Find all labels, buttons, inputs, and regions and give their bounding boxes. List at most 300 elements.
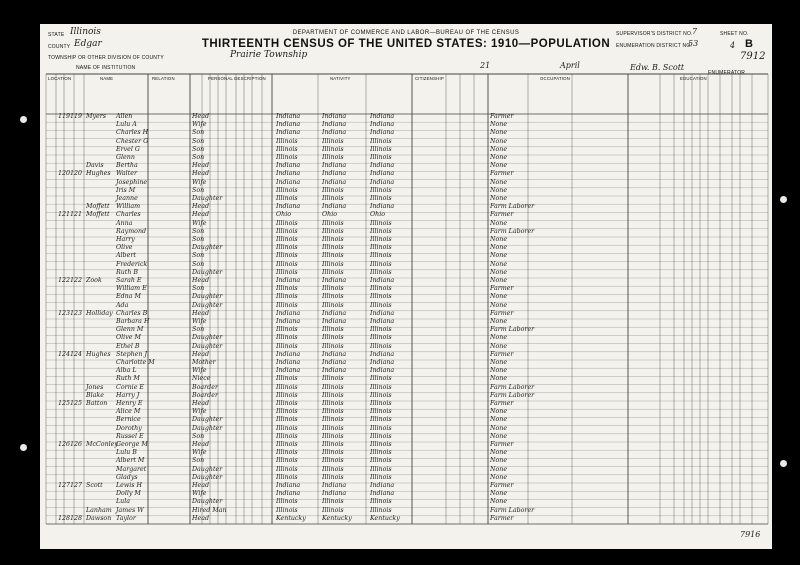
father-birthplace: Indiana: [322, 121, 347, 129]
mother-birthplace: Illinois: [370, 268, 392, 276]
father-birthplace: Illinois: [322, 244, 344, 252]
binder-hole: [20, 116, 27, 123]
mother-birthplace: Illinois: [370, 457, 392, 465]
given-name: Olive M: [116, 334, 141, 342]
father-birthplace: Illinois: [322, 334, 344, 342]
birthplace: Illinois: [276, 432, 298, 440]
birthplace: Indiana: [276, 170, 301, 178]
occupation: None: [490, 178, 508, 186]
given-name: Raymond: [116, 227, 147, 235]
sheet-number: 4: [730, 41, 736, 50]
mother-birthplace: Illinois: [370, 342, 392, 350]
relation: Daughter: [192, 334, 223, 342]
birthplace: Illinois: [276, 457, 298, 465]
family-number: 128: [70, 514, 83, 522]
birthplace: Illinois: [276, 383, 298, 391]
occupation: Farm Laborer: [490, 203, 535, 211]
section-header: OCCUPATION: [540, 76, 571, 81]
family-number: 124: [70, 350, 83, 358]
given-name: William: [116, 203, 141, 211]
surname: Hughes: [86, 350, 111, 358]
birthplace: Illinois: [276, 244, 298, 252]
father-birthplace: Illinois: [322, 473, 344, 481]
given-name: Charles B: [116, 309, 148, 317]
birthplace: Illinois: [276, 260, 298, 268]
occupation: None: [490, 129, 508, 137]
occupation: None: [490, 490, 508, 498]
relation: Daughter: [192, 293, 223, 301]
given-name: Albert: [116, 252, 136, 260]
given-name: Olive: [116, 244, 133, 252]
given-name: Bernice: [116, 416, 141, 424]
mother-birthplace: Illinois: [370, 227, 392, 235]
father-birthplace: Indiana: [322, 359, 347, 366]
relation: Boarder: [192, 391, 218, 399]
occupation: None: [490, 359, 508, 366]
mother-birthplace: Indiana: [370, 178, 395, 186]
relation: Head: [192, 350, 210, 358]
birthplace: Illinois: [276, 400, 298, 407]
given-name: Ethel B: [116, 342, 140, 350]
given-name: Bertha: [116, 162, 138, 170]
section-header: LOCATION: [48, 76, 72, 81]
given-name: Frederick: [116, 260, 148, 268]
sheet-letter: B: [745, 38, 753, 50]
given-name: George M: [116, 441, 148, 448]
relation: Head: [192, 170, 210, 178]
mother-birthplace: Indiana: [370, 113, 395, 120]
surname: McConley: [86, 441, 118, 448]
father-birthplace: Illinois: [322, 285, 344, 293]
occupation: None: [490, 186, 508, 194]
occupation: Farmer: [490, 211, 514, 219]
mother-birthplace: Illinois: [370, 145, 392, 153]
section-header: PERSONAL DESCRIPTION: [208, 76, 266, 81]
father-birthplace: Indiana: [322, 203, 347, 211]
relation: Son: [192, 260, 205, 268]
enumeration-date: 21: [480, 61, 491, 70]
dwelling-number: 126: [58, 441, 71, 448]
given-name: Alice M: [116, 408, 141, 416]
birthplace: Illinois: [276, 416, 298, 424]
mother-birthplace: Illinois: [370, 334, 392, 342]
father-birthplace: Illinois: [322, 449, 344, 457]
birthplace: Ohio: [276, 211, 292, 219]
occupation: None: [490, 408, 508, 416]
father-birthplace: Illinois: [322, 145, 344, 153]
mother-birthplace: Illinois: [370, 408, 392, 416]
mother-birthplace: Indiana: [370, 490, 395, 498]
father-birthplace: Illinois: [322, 424, 344, 432]
occupation: Farmer: [490, 350, 514, 358]
relation: Son: [192, 457, 205, 465]
mother-birthplace: Ohio: [370, 211, 386, 219]
sheet-label: SHEET NO.: [720, 31, 749, 37]
mother-birthplace: Illinois: [370, 252, 392, 260]
mother-birthplace: Illinois: [370, 301, 392, 309]
father-birthplace: Illinois: [322, 219, 344, 227]
relation: Head: [192, 162, 210, 170]
relation: Son: [192, 285, 205, 293]
dwelling-number: 119: [58, 113, 71, 120]
dwelling-number: 124: [58, 350, 71, 358]
father-birthplace: Kentucky: [322, 514, 352, 522]
occupation: None: [490, 268, 508, 276]
father-birthplace: Illinois: [322, 383, 344, 391]
section-header: EDUCATION: [680, 76, 707, 81]
dwelling-number: 122: [58, 277, 71, 284]
mother-birthplace: Illinois: [370, 326, 392, 334]
occupation: None: [490, 334, 508, 342]
relation: Head: [192, 211, 210, 219]
given-name: Harry: [116, 236, 135, 243]
relation: Head: [192, 113, 210, 120]
relation: Son: [192, 227, 205, 235]
father-birthplace: Illinois: [322, 457, 344, 465]
given-name: Chester G: [116, 137, 149, 145]
occupation: None: [490, 473, 508, 481]
father-birthplace: Illinois: [322, 391, 344, 399]
occupation: None: [490, 301, 508, 309]
occupation: None: [490, 145, 508, 153]
relation: Son: [192, 326, 205, 334]
occupation: None: [490, 318, 508, 325]
mother-birthplace: Illinois: [370, 400, 392, 407]
occupation: Farm Laborer: [490, 506, 535, 514]
father-birthplace: Indiana: [322, 318, 347, 325]
relation: Daughter: [192, 416, 223, 424]
father-birthplace: Illinois: [322, 465, 344, 473]
relation: Daughter: [192, 342, 223, 350]
surname: Holliday: [86, 309, 113, 317]
father-birthplace: Indiana: [322, 113, 347, 120]
surname: Davis: [86, 162, 104, 170]
given-name: Allen: [116, 113, 133, 120]
given-name: Harry J: [116, 391, 140, 399]
birthplace: Illinois: [276, 219, 298, 227]
given-name: Ruth M: [116, 375, 140, 383]
stamp-number: 7912: [740, 51, 766, 62]
father-birthplace: Indiana: [322, 178, 347, 186]
section-header: CITIZENSHIP: [415, 76, 444, 81]
given-name: Ada: [116, 301, 129, 309]
mother-birthplace: Illinois: [370, 195, 392, 202]
census-grid: [40, 24, 772, 549]
county-value: Edgar: [74, 39, 102, 49]
birthplace: Illinois: [276, 227, 298, 235]
dwelling-number: 121: [58, 211, 71, 219]
relation: Son: [192, 129, 205, 137]
occupation: Farmer: [490, 170, 514, 178]
occupation: None: [490, 457, 508, 465]
township-label: TOWNSHIP OR OTHER DIVISION OF COUNTY: [48, 55, 164, 61]
mother-birthplace: Illinois: [370, 498, 392, 506]
enumeration-month: April: [560, 61, 580, 70]
birthplace: Illinois: [276, 285, 298, 293]
birthplace: Illinois: [276, 375, 298, 383]
birthplace: Indiana: [276, 203, 301, 211]
father-birthplace: Ohio: [322, 211, 338, 219]
occupation: None: [490, 432, 508, 440]
occupation: None: [490, 162, 508, 170]
mother-birthplace: Illinois: [370, 186, 392, 194]
birthplace: Illinois: [276, 268, 298, 276]
state-value: Illinois: [70, 27, 101, 37]
father-birthplace: Illinois: [322, 326, 344, 334]
occupation: Farmer: [490, 441, 514, 448]
relation: Head: [192, 203, 210, 211]
father-birthplace: Indiana: [322, 277, 347, 284]
mother-birthplace: Illinois: [370, 416, 392, 424]
state-label: STATE: [48, 32, 65, 38]
given-name: Cornie E: [116, 383, 145, 391]
given-name: Lewis H: [116, 482, 143, 489]
page-title: THIRTEENTH CENSUS OF THE UNITED STATES: 1910—POPULATION: [201, 38, 611, 50]
occupation: Farmer: [490, 113, 514, 120]
mother-birthplace: Illinois: [370, 432, 392, 440]
dwelling-number: 123: [58, 309, 71, 317]
dwelling-number: 128: [58, 514, 71, 522]
occupation: None: [490, 277, 508, 284]
birthplace: Illinois: [276, 441, 298, 448]
family-number: 125: [70, 400, 83, 407]
section-header: RELATION: [152, 76, 175, 81]
father-birthplace: Illinois: [322, 498, 344, 506]
birthplace: Illinois: [276, 195, 298, 202]
birthplace: Indiana: [276, 113, 301, 120]
mother-birthplace: Illinois: [370, 236, 392, 243]
given-name: Josephine: [116, 178, 148, 186]
birthplace: Indiana: [276, 178, 301, 186]
relation: Daughter: [192, 465, 223, 473]
mother-birthplace: Indiana: [370, 482, 395, 489]
father-birthplace: Illinois: [322, 186, 344, 194]
mother-birthplace: Illinois: [370, 441, 392, 448]
father-birthplace: Illinois: [322, 375, 344, 383]
mother-birthplace: Indiana: [370, 170, 395, 178]
census-sheet: [40, 24, 772, 549]
birthplace: Illinois: [276, 252, 298, 260]
occupation: Farm Laborer: [490, 227, 535, 235]
relation: Mother: [192, 359, 216, 366]
birthplace: Indiana: [276, 318, 301, 325]
birthplace: Illinois: [276, 301, 298, 309]
township-value: Prairie Township: [230, 50, 308, 60]
given-name: Gladys: [116, 473, 138, 481]
father-birthplace: Illinois: [322, 154, 344, 161]
mother-birthplace: Illinois: [370, 293, 392, 301]
given-name: Sarah E: [116, 277, 142, 284]
given-name: Walter: [116, 170, 137, 178]
birthplace: Illinois: [276, 154, 298, 161]
relation: Daughter: [192, 195, 223, 202]
relation: Head: [192, 441, 210, 448]
occupation: None: [490, 236, 508, 243]
mother-birthplace: Illinois: [370, 137, 392, 145]
relation: Son: [192, 186, 205, 194]
relation: Wife: [192, 408, 207, 416]
mother-birthplace: Kentucky: [370, 514, 400, 522]
relation: Daughter: [192, 424, 223, 432]
relation: Wife: [192, 367, 207, 375]
father-birthplace: Illinois: [322, 408, 344, 416]
given-name: Charles H: [116, 129, 149, 137]
mother-birthplace: Illinois: [370, 244, 392, 252]
relation: Wife: [192, 449, 207, 457]
occupation: None: [490, 260, 508, 268]
binder-hole: [780, 196, 787, 203]
relation: Wife: [192, 318, 207, 325]
mother-birthplace: Illinois: [370, 375, 392, 383]
occupation: Farm Laborer: [490, 391, 535, 399]
birthplace: Illinois: [276, 293, 298, 301]
birthplace: Illinois: [276, 236, 298, 243]
relation: Head: [192, 400, 210, 407]
mother-birthplace: Indiana: [370, 359, 395, 366]
surname: Scott: [86, 482, 103, 489]
father-birthplace: Indiana: [322, 170, 347, 178]
birthplace: Illinois: [276, 334, 298, 342]
father-birthplace: Illinois: [322, 268, 344, 276]
father-birthplace: Illinois: [322, 301, 344, 309]
father-birthplace: Indiana: [322, 367, 347, 375]
father-birthplace: Indiana: [322, 490, 347, 498]
mother-birthplace: Indiana: [370, 277, 395, 284]
surname: Hughes: [86, 170, 111, 178]
given-name: James W: [116, 506, 144, 514]
father-birthplace: Illinois: [322, 195, 344, 202]
given-name: Lula: [116, 498, 131, 506]
given-name: Barbara H: [116, 318, 150, 325]
given-name: Iris M: [116, 186, 136, 194]
mother-birthplace: Illinois: [370, 424, 392, 432]
given-name: Alba L: [116, 367, 137, 375]
enumeration-label: ENUMERATION DISTRICT NO.: [616, 43, 693, 49]
relation: Hired Man: [192, 506, 227, 514]
enumerator-label: ENUMERATOR: [708, 70, 746, 76]
given-name: Stephen J: [116, 350, 147, 358]
birthplace: Illinois: [276, 342, 298, 350]
family-number: 126: [70, 441, 83, 448]
occupation: Farm Laborer: [490, 326, 535, 334]
dwelling-number: 120: [58, 170, 71, 178]
occupation: None: [490, 465, 508, 473]
relation: Head: [192, 309, 210, 317]
occupation: None: [490, 219, 508, 227]
father-birthplace: Indiana: [322, 162, 347, 170]
given-name: Lulu B: [116, 449, 137, 457]
surname: Moffett: [86, 203, 110, 211]
relation: Head: [192, 514, 210, 522]
occupation: None: [490, 121, 508, 129]
occupation: None: [490, 195, 508, 202]
surname: Jones: [86, 383, 104, 391]
relation: Son: [192, 137, 205, 145]
bottom-stamp: 7916: [740, 530, 761, 539]
birthplace: Illinois: [276, 326, 298, 334]
given-name: Edna M: [116, 293, 141, 301]
occupation: None: [490, 375, 508, 383]
section-header: NATIVITY: [330, 76, 351, 81]
birthplace: Illinois: [276, 408, 298, 416]
father-birthplace: Illinois: [322, 137, 344, 145]
relation: Son: [192, 432, 205, 440]
surname: Lanham: [86, 506, 112, 514]
given-name: Glenn M: [116, 326, 144, 334]
birthplace: Illinois: [276, 506, 298, 514]
birthplace: Indiana: [276, 482, 301, 489]
given-name: Lulu A: [116, 121, 137, 129]
mother-birthplace: Illinois: [370, 506, 392, 514]
mother-birthplace: Illinois: [370, 154, 392, 161]
surname: Myers: [86, 113, 106, 120]
birthplace: Indiana: [276, 121, 301, 129]
father-birthplace: Illinois: [322, 227, 344, 235]
mother-birthplace: Indiana: [370, 162, 395, 170]
father-birthplace: Illinois: [322, 293, 344, 301]
occupation: None: [490, 342, 508, 350]
birthplace: Illinois: [276, 449, 298, 457]
relation: Son: [192, 145, 205, 153]
supervisor-number: 7: [692, 27, 698, 36]
mother-birthplace: Indiana: [370, 367, 395, 375]
given-name: Margaret: [116, 465, 147, 473]
mother-birthplace: Illinois: [370, 473, 392, 481]
birthplace: Indiana: [276, 277, 301, 284]
given-name: Taylor: [116, 514, 136, 522]
enumerator-name: Edw. B. Scott: [630, 63, 685, 72]
relation: Head: [192, 482, 210, 489]
birthplace: Illinois: [276, 391, 298, 399]
father-birthplace: Illinois: [322, 432, 344, 440]
father-birthplace: Illinois: [322, 441, 344, 448]
binder-hole: [20, 444, 27, 451]
section-header: NAME: [100, 76, 114, 81]
mother-birthplace: Illinois: [370, 219, 392, 227]
mother-birthplace: Indiana: [370, 318, 395, 325]
father-birthplace: Illinois: [322, 342, 344, 350]
birthplace: Indiana: [276, 350, 301, 358]
surname: Zook: [86, 277, 102, 284]
supervisor-label: SUPERVISOR'S DISTRICT NO.: [616, 31, 693, 37]
occupation: None: [490, 154, 508, 161]
given-name: Russel E: [116, 432, 144, 440]
birthplace: Illinois: [276, 465, 298, 473]
birthplace: Indiana: [276, 367, 301, 375]
surname: Moffett: [86, 211, 110, 219]
mother-birthplace: Indiana: [370, 350, 395, 358]
given-name: Ervel G: [116, 145, 140, 153]
relation: Son: [192, 236, 205, 243]
family-number: 123: [70, 309, 83, 317]
given-name: Albert M: [116, 457, 145, 465]
mother-birthplace: Illinois: [370, 449, 392, 457]
relation: Wife: [192, 490, 207, 498]
given-name: Dorothy: [116, 424, 142, 432]
county-label: COUNTY: [48, 44, 71, 50]
family-number: 121: [70, 211, 83, 219]
relation: Wife: [192, 219, 207, 227]
birthplace: Illinois: [276, 186, 298, 194]
relation: Son: [192, 252, 205, 260]
relation: Boarder: [192, 383, 218, 391]
mother-birthplace: Illinois: [370, 260, 392, 268]
relation: Daughter: [192, 244, 223, 252]
family-number: 127: [70, 482, 83, 489]
birthplace: Indiana: [276, 490, 301, 498]
father-birthplace: Illinois: [322, 400, 344, 407]
occupation: None: [490, 293, 508, 301]
